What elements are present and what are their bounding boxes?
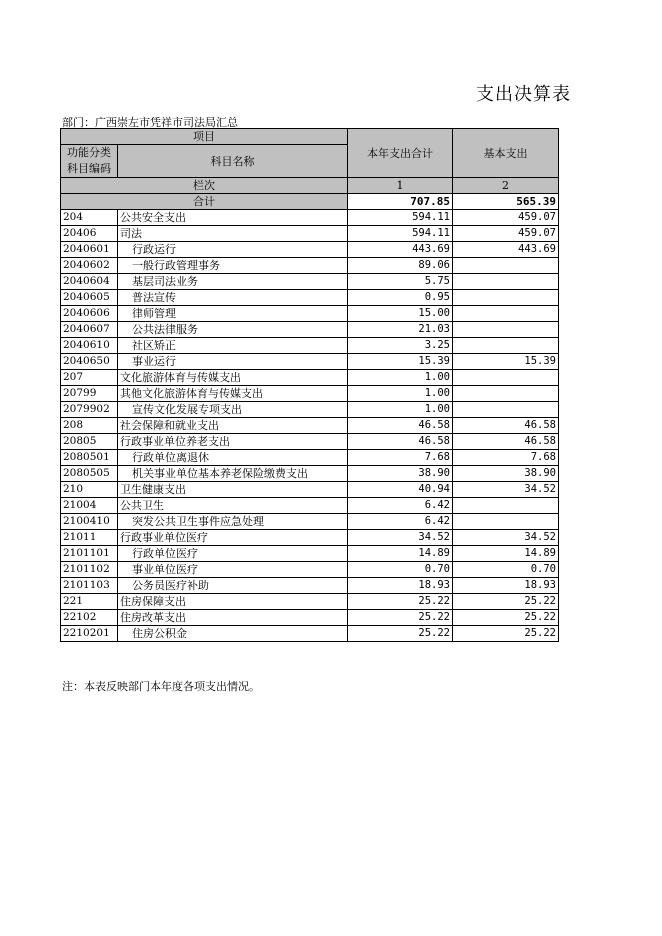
- row-name: 律师管理: [118, 306, 348, 322]
- page-title: 支出决算表: [476, 84, 571, 105]
- header-index-1: 1: [348, 178, 453, 194]
- row-basic: 0.70: [453, 562, 559, 578]
- row-basic: [453, 290, 559, 306]
- table-row: [61, 482, 559, 498]
- row-code: 2040650: [61, 354, 118, 370]
- row-code: 2080501: [61, 450, 118, 466]
- row-code: 2210201: [61, 626, 118, 642]
- table-row: [61, 546, 559, 562]
- row-total: 1.00: [348, 370, 453, 386]
- table-row: [61, 290, 559, 306]
- row-total: 25.22: [348, 594, 453, 610]
- header-col-total: 本年支出合计: [348, 129, 453, 178]
- row-code: 2101103: [61, 578, 118, 594]
- table-row: [61, 306, 559, 322]
- row-code: 22102: [61, 610, 118, 626]
- row-total: 38.90: [348, 466, 453, 482]
- table-row: [61, 242, 559, 258]
- row-basic: 25.22: [453, 610, 559, 626]
- table-row: [61, 274, 559, 290]
- row-code: 2079902: [61, 402, 118, 418]
- sum-row: [61, 194, 559, 210]
- row-total: 25.22: [348, 610, 453, 626]
- row-total: 1.00: [348, 402, 453, 418]
- row-name: 事业运行: [118, 354, 348, 370]
- row-code: 20799: [61, 386, 118, 402]
- sum-basic: 565.39: [453, 194, 559, 210]
- row-code: 2040610: [61, 338, 118, 354]
- row-code: 2080505: [61, 466, 118, 482]
- row-code: 210: [61, 482, 118, 498]
- row-name: 住房改革支出: [118, 610, 348, 626]
- row-code: 208: [61, 418, 118, 434]
- table-row: [61, 226, 559, 242]
- table-row: [61, 466, 559, 482]
- row-name: 行政事业单位养老支出: [118, 434, 348, 450]
- row-name: 事业单位医疗: [118, 562, 348, 578]
- row-name: 宣传文化发展专项支出: [118, 402, 348, 418]
- row-basic: [453, 498, 559, 514]
- header-name-label: 科目名称: [118, 145, 348, 178]
- table-note: 注：本表反映部门本年度各项支出情况。: [62, 680, 260, 693]
- row-total: 5.75: [348, 274, 453, 290]
- row-code: 21004: [61, 498, 118, 514]
- row-name: 公务员医疗补助: [118, 578, 348, 594]
- sum-total: 707.85: [348, 194, 453, 210]
- row-code: 2040606: [61, 306, 118, 322]
- table-row: [61, 610, 559, 626]
- table-body: [61, 129, 559, 642]
- row-basic: [453, 338, 559, 354]
- table-row: [61, 386, 559, 402]
- row-name: 行政运行: [118, 242, 348, 258]
- table-row: [61, 370, 559, 386]
- table-row: [61, 530, 559, 546]
- row-code: 2040605: [61, 290, 118, 306]
- row-total: 6.42: [348, 498, 453, 514]
- row-name: 社会保障和就业支出: [118, 418, 348, 434]
- table-row: [61, 434, 559, 450]
- table-row: [61, 418, 559, 434]
- row-basic: 459.07: [453, 226, 559, 242]
- table-row: [61, 450, 559, 466]
- row-name: 住房公积金: [118, 626, 348, 642]
- row-basic: [453, 322, 559, 338]
- row-name: 卫生健康支出: [118, 482, 348, 498]
- row-total: 15.39: [348, 354, 453, 370]
- header-code-label: 功能分类科目编码: [61, 145, 118, 178]
- row-basic: 443.69: [453, 242, 559, 258]
- row-total: 0.70: [348, 562, 453, 578]
- expenditure-table: [60, 128, 559, 642]
- table-row: [61, 578, 559, 594]
- row-basic: [453, 274, 559, 290]
- header-row-item: [61, 129, 559, 145]
- row-total: 7.68: [348, 450, 453, 466]
- row-basic: 459.07: [453, 210, 559, 226]
- header-row-index: [61, 178, 559, 194]
- row-total: 15.00: [348, 306, 453, 322]
- table-row: [61, 514, 559, 530]
- row-name: 社区矫正: [118, 338, 348, 354]
- row-total: 21.03: [348, 322, 453, 338]
- row-basic: 14.89: [453, 546, 559, 562]
- row-total: 46.58: [348, 434, 453, 450]
- table-row: [61, 210, 559, 226]
- row-basic: [453, 306, 559, 322]
- row-code: 207: [61, 370, 118, 386]
- row-total: 14.89: [348, 546, 453, 562]
- table-row: [61, 258, 559, 274]
- row-total: 6.42: [348, 514, 453, 530]
- row-basic: 46.58: [453, 434, 559, 450]
- row-name: 公共卫生: [118, 498, 348, 514]
- row-code: 20805: [61, 434, 118, 450]
- table-row: [61, 338, 559, 354]
- row-code: 2101101: [61, 546, 118, 562]
- row-name: 机关事业单位基本养老保险缴费支出: [118, 466, 348, 482]
- row-name: 行政事业单位医疗: [118, 530, 348, 546]
- row-total: 25.22: [348, 626, 453, 642]
- row-name: 普法宣传: [118, 290, 348, 306]
- row-total: 0.95: [348, 290, 453, 306]
- row-name: 基层司法业务: [118, 274, 348, 290]
- sum-label: 合计: [61, 194, 348, 210]
- row-name: 文化旅游体育与传媒支出: [118, 370, 348, 386]
- row-name: 行政单位离退休: [118, 450, 348, 466]
- table-row: [61, 402, 559, 418]
- row-total: 40.94: [348, 482, 453, 498]
- row-name: 司法: [118, 226, 348, 242]
- row-basic: 25.22: [453, 626, 559, 642]
- table-row: [61, 594, 559, 610]
- table-row: [61, 322, 559, 338]
- header-index-2: 2: [453, 178, 559, 194]
- row-name: 住房保障支出: [118, 594, 348, 610]
- row-name: 行政单位医疗: [118, 546, 348, 562]
- row-basic: 38.90: [453, 466, 559, 482]
- row-basic: [453, 370, 559, 386]
- row-basic: 25.22: [453, 594, 559, 610]
- table-row: [61, 626, 559, 642]
- row-code: 20406: [61, 226, 118, 242]
- row-basic: [453, 402, 559, 418]
- header-col-basic: 基本支出: [453, 129, 559, 178]
- row-total: 34.52: [348, 530, 453, 546]
- row-basic: 7.68: [453, 450, 559, 466]
- row-name: 公共法律服务: [118, 322, 348, 338]
- row-name: 公共安全支出: [118, 210, 348, 226]
- row-total: 594.11: [348, 226, 453, 242]
- row-basic: 15.39: [453, 354, 559, 370]
- row-basic: 46.58: [453, 418, 559, 434]
- row-code: 204: [61, 210, 118, 226]
- table-row: [61, 562, 559, 578]
- row-basic: 34.52: [453, 482, 559, 498]
- row-code: 221: [61, 594, 118, 610]
- row-total: 18.93: [348, 578, 453, 594]
- header-index-label: 栏次: [61, 178, 348, 194]
- row-code: 2040604: [61, 274, 118, 290]
- row-total: 89.06: [348, 258, 453, 274]
- row-total: 443.69: [348, 242, 453, 258]
- row-code: 2040602: [61, 258, 118, 274]
- row-basic: 18.93: [453, 578, 559, 594]
- row-code: 2100410: [61, 514, 118, 530]
- row-total: 3.25: [348, 338, 453, 354]
- table-row: [61, 498, 559, 514]
- row-code: 2040601: [61, 242, 118, 258]
- row-total: 594.11: [348, 210, 453, 226]
- table-row: [61, 354, 559, 370]
- row-code: 2101102: [61, 562, 118, 578]
- row-basic: 34.52: [453, 530, 559, 546]
- row-basic: [453, 258, 559, 274]
- row-code: 2040607: [61, 322, 118, 338]
- department-label: 部门：广西崇左市凭祥市司法局汇总: [62, 116, 238, 129]
- row-total: 1.00: [348, 386, 453, 402]
- row-name: 突发公共卫生事件应急处理: [118, 514, 348, 530]
- row-name: 一般行政管理事务: [118, 258, 348, 274]
- row-basic: [453, 514, 559, 530]
- row-name: 其他文化旅游体育与传媒支出: [118, 386, 348, 402]
- header-item: 项目: [61, 129, 348, 145]
- row-total: 46.58: [348, 418, 453, 434]
- row-basic: [453, 386, 559, 402]
- row-code: 21011: [61, 530, 118, 546]
